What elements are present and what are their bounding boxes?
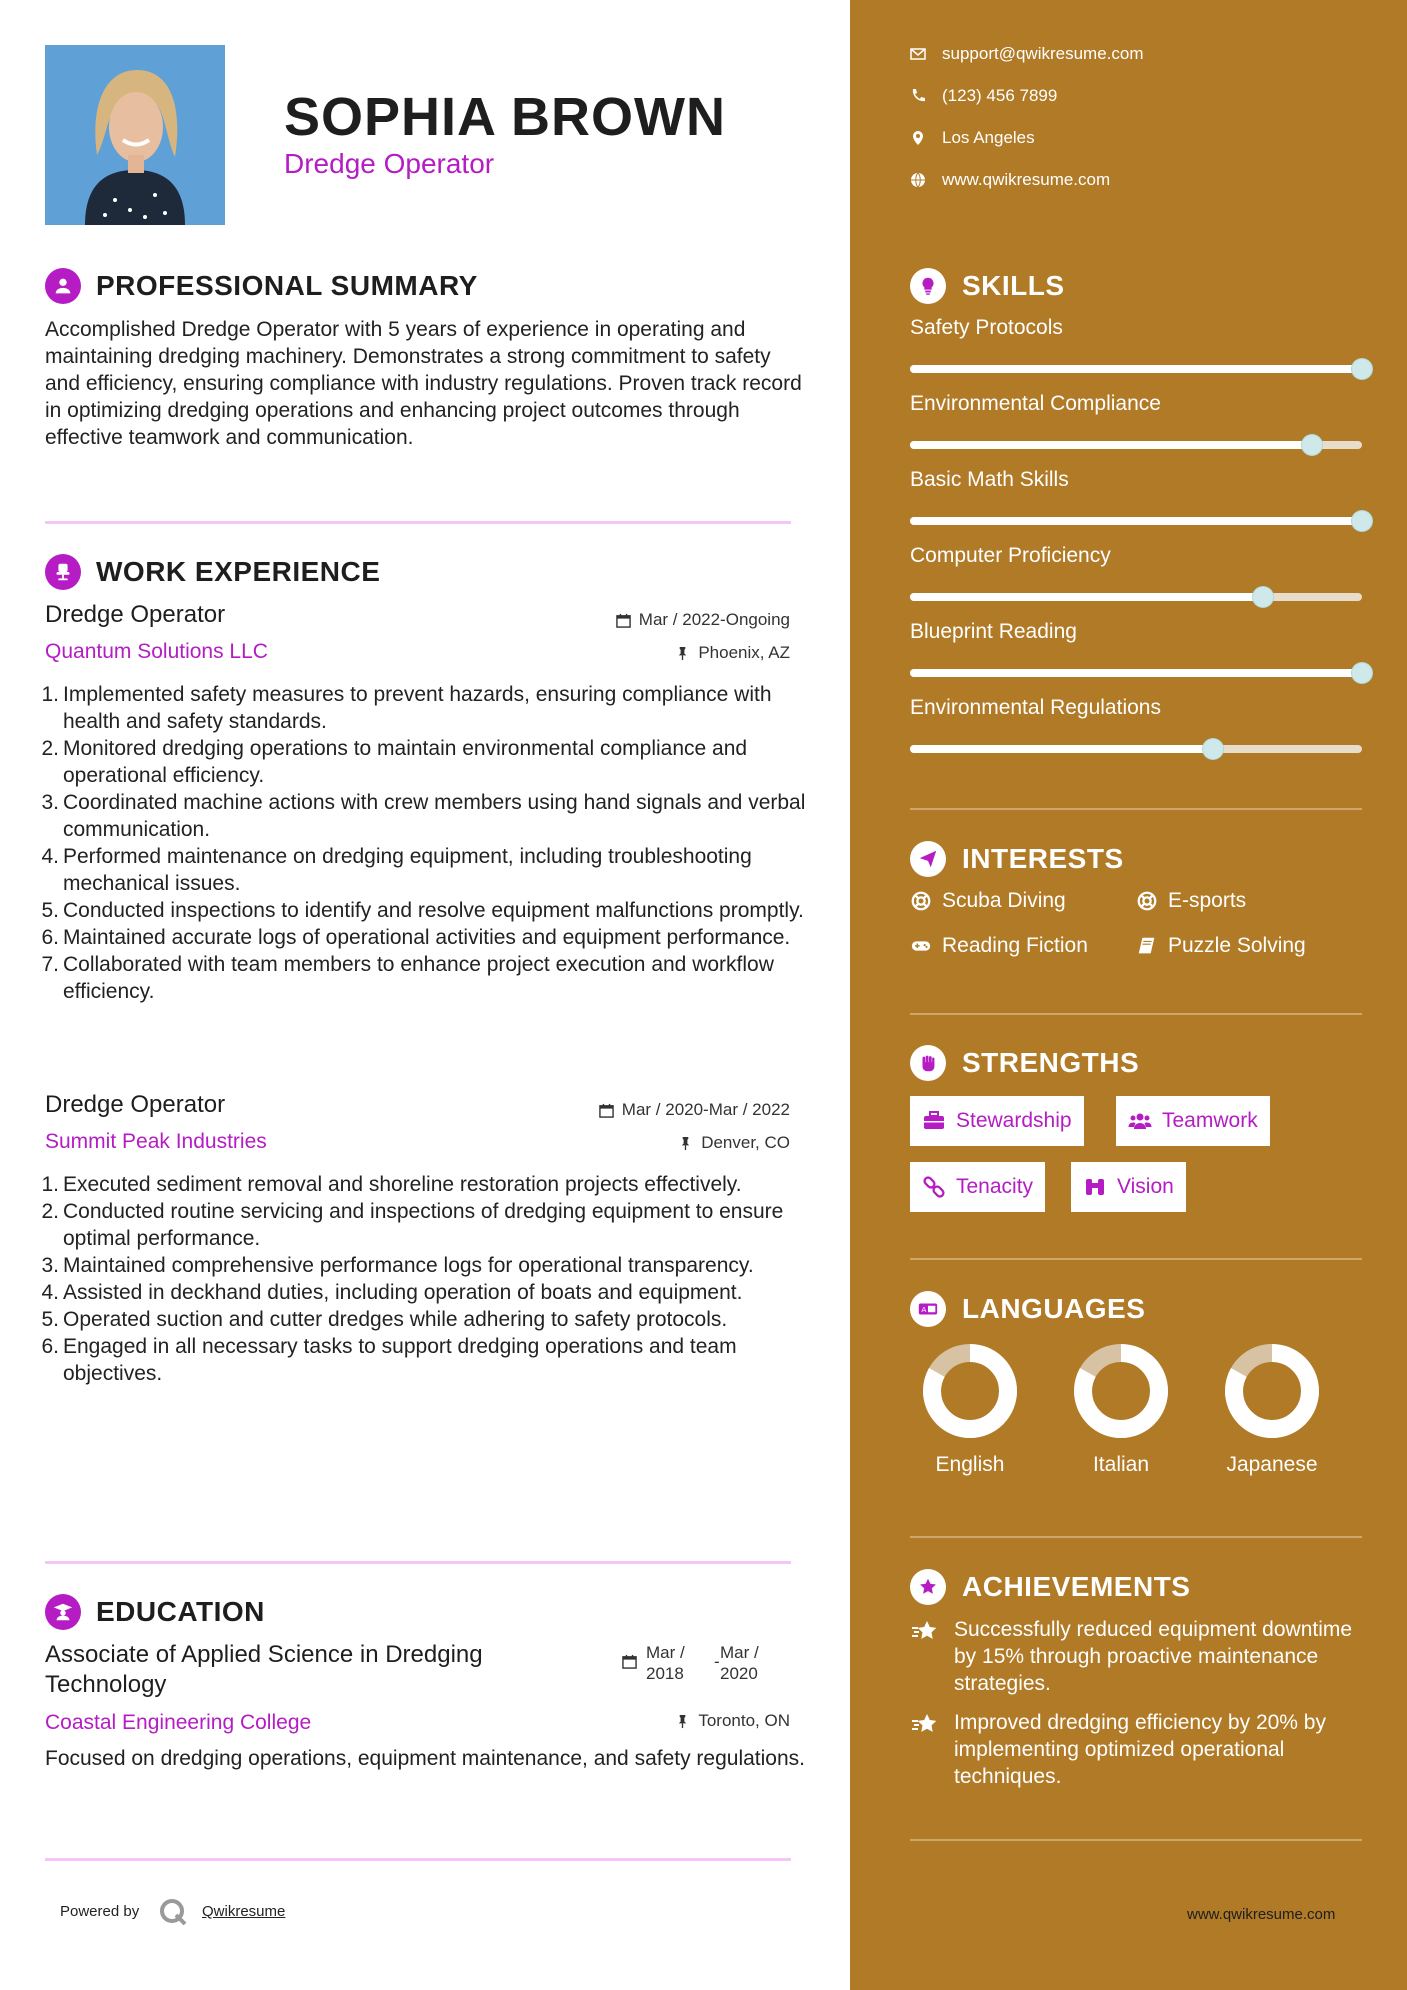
contact-phone-text: (123) 456 7899: [942, 86, 1058, 105]
interests-heading: INTERESTS: [962, 843, 1124, 874]
skill-name: Safety Protocols: [910, 316, 1063, 339]
interest-item: [910, 889, 1066, 913]
skill-name: Environmental Compliance: [910, 392, 1161, 415]
edu-end-year: 2020: [720, 1664, 758, 1683]
contact-email[interactable]: [910, 44, 1144, 64]
summary-text: Accomplished Dredge Operator with 5 years of experience in operating and maintaining dredging machinery. Demonstrates a strong commitment to safety and efficiency, ensuring compliance with industry regulations. Proven track record in optimizing dredging operations and enhancing project outcomes through effective teamwork and communication.: [45, 318, 802, 449]
interest-item: [1136, 934, 1306, 958]
job-location-text: Phoenix, AZ: [698, 643, 790, 662]
interest-label: Reading Fiction: [942, 934, 1088, 957]
skill-name: Blueprint Reading: [910, 620, 1077, 643]
language-name: English: [935, 1453, 1005, 1476]
skill-bar: [910, 745, 1362, 753]
language-ring: [920, 1341, 1020, 1441]
edu-location: [675, 1711, 790, 1731]
skill-bar-fill: [910, 669, 1362, 677]
languages-heading: LANGUAGES: [962, 1293, 1146, 1324]
section-divider: [45, 1858, 791, 1861]
language-name: Italian: [1092, 1453, 1150, 1476]
person-portrait-icon: [45, 45, 225, 225]
skill-bar: [910, 365, 1362, 373]
list-item: 5. Operated suction and cutter dredges while adhering to safety protocols.: [41, 1308, 728, 1331]
pin-icon: [678, 1136, 693, 1151]
phone-icon: [910, 88, 926, 104]
skills-heading: SKILLS: [962, 270, 1065, 301]
skill-level-knob: [1352, 359, 1372, 379]
lightbulb-icon: [910, 268, 946, 304]
translate-icon: [910, 1291, 946, 1327]
job-bullets: [41, 681, 813, 1005]
job-dates-text: Mar / 2022-Ongoing: [638, 610, 790, 629]
job-dates: [616, 610, 790, 630]
contact-phone[interactable]: [910, 86, 1057, 106]
qwikresume-logo-icon: [158, 1897, 188, 1927]
skill-name: Basic Math Skills: [910, 468, 1069, 491]
contact-location-text: Los Angeles: [942, 128, 1035, 147]
binoculars-icon: [1083, 1175, 1107, 1199]
gamepad-icon: [910, 935, 932, 957]
candidate-role: Dredge Operator: [284, 148, 495, 179]
list-item: 6. Engaged in all necessary tasks to support dredging operations and team objectives.: [41, 1335, 737, 1385]
strengths-heading: STRENGTHS: [962, 1047, 1140, 1078]
language-item: [1212, 1341, 1332, 1491]
job-title: Dredge Operator: [45, 1091, 226, 1118]
section-divider: [910, 1839, 1362, 1841]
summary-heading: PROFESSIONAL SUMMARY: [96, 270, 478, 301]
skill-level-knob: [1203, 739, 1223, 759]
job-bullets: [41, 1171, 813, 1387]
company-name: Quantum Solutions LLC: [45, 640, 268, 663]
list-item: 5. Conducted inspections to identify and resolve equipment malfunctions promptly.: [41, 899, 804, 922]
achievement-item: [910, 1709, 1360, 1790]
achievement-text: Improved dredging efficiency by 20% by implementing optimized operational techniques.: [954, 1711, 1326, 1788]
pin-icon: [675, 1714, 690, 1729]
link-icon: [922, 1175, 946, 1199]
skill-bar-fill: [910, 365, 1362, 373]
star-icon: [910, 1616, 940, 1646]
skill-name: Computer Proficiency: [910, 544, 1111, 567]
graduate-icon: [45, 1594, 81, 1630]
skill-bar: [910, 669, 1362, 677]
globe-icon: [910, 172, 926, 188]
skill-name: Environmental Regulations: [910, 696, 1161, 719]
achievement-item: [910, 1616, 1360, 1697]
achievements-heading: ACHIEVEMENTS: [962, 1571, 1191, 1602]
job-location: [675, 643, 790, 663]
skill-bar: [910, 441, 1362, 449]
section-divider: [910, 1258, 1362, 1260]
envelope-icon: [910, 46, 926, 62]
strength-chip: [1116, 1096, 1270, 1146]
achievement-text: Successfully reduced equipment downtime by 15% through proactive maintenance strategies.: [954, 1618, 1353, 1695]
language-item: [1061, 1341, 1181, 1491]
interest-label: Puzzle Solving: [1168, 934, 1306, 957]
job-location-text: Denver, CO: [701, 1133, 790, 1152]
section-divider: [910, 1536, 1362, 1538]
list-item: 3. Coordinated machine actions with crew members using hand signals and verbal communication.: [41, 791, 806, 841]
lifebuoy-icon: [910, 890, 932, 912]
skill-bar-fill: [910, 745, 1213, 753]
candidate-name: SOPHIA BROWN: [284, 87, 726, 147]
job-title: Dredge Operator: [45, 601, 226, 628]
briefcase-icon: [922, 1109, 946, 1133]
sidebar: [850, 0, 1407, 1990]
calendar-icon: [622, 1654, 637, 1669]
section-divider: [45, 521, 791, 524]
contact-website[interactable]: [910, 170, 1110, 190]
skill-level-knob: [1352, 663, 1372, 683]
job-dates: [599, 1100, 790, 1120]
strength-label: Tenacity: [956, 1175, 1034, 1198]
strength-label: Stewardship: [956, 1109, 1072, 1132]
star-badge-icon: [910, 1569, 946, 1605]
date-separator: -: [714, 1652, 720, 1671]
skill-bar-fill: [910, 517, 1362, 525]
language-ring: [1071, 1341, 1171, 1441]
interest-label: E-sports: [1168, 889, 1247, 912]
company-name: Summit Peak Industries: [45, 1130, 267, 1153]
map-marker-icon: [910, 130, 926, 146]
edu-start-month: Mar /: [646, 1643, 685, 1662]
interest-item: [1136, 889, 1246, 913]
school-name: Coastal Engineering College: [45, 1711, 312, 1734]
skill-level-knob: [1302, 435, 1322, 455]
skill-bar: [910, 517, 1362, 525]
list-item: 1. Implemented safety measures to prevent hazards, ensuring compliance with health and safety standards.: [41, 683, 772, 733]
lifebuoy-icon: [1136, 890, 1158, 912]
strength-chip: [1071, 1162, 1186, 1212]
language-ring: [1222, 1341, 1322, 1441]
list-item: 6. Maintained accurate logs of operational activities and equipment performance.: [41, 926, 791, 949]
list-item: 2. Conducted routine servicing and inspections of dredging equipment to ensure optimal performance.: [41, 1200, 784, 1250]
powered-by-label: Powered by: [60, 1903, 140, 1920]
user-icon: [45, 268, 81, 304]
strength-label: Teamwork: [1162, 1109, 1258, 1132]
users-icon: [1128, 1109, 1152, 1133]
list-item: 1. Executed sediment removal and shoreline restoration projects effectively.: [41, 1173, 742, 1196]
section-divider: [45, 1561, 791, 1564]
strength-label: Vision: [1117, 1175, 1174, 1198]
job-dates-text: Mar / 2020-Mar / 2022: [621, 1100, 790, 1119]
svg-text:A: A: [921, 1305, 927, 1315]
skill-level-knob: [1352, 511, 1372, 531]
degree-title-cont: Technology: [45, 1671, 167, 1698]
skill-level-knob: [1253, 587, 1273, 607]
skill-bar-fill: [910, 441, 1312, 449]
paper-plane-icon: [910, 841, 946, 877]
strength-chip: [910, 1162, 1045, 1212]
list-item: 3. Maintained comprehensive performance logs for operational transparency.: [41, 1254, 754, 1277]
experience-heading: WORK EXPERIENCE: [96, 556, 381, 587]
contact-website-text: www.qwikresume.com: [942, 170, 1111, 189]
calendar-icon: [599, 1103, 614, 1118]
education-heading: EDUCATION: [96, 1596, 265, 1627]
language-name: Japanese: [1226, 1453, 1318, 1476]
strength-chip: [910, 1096, 1084, 1146]
edu-end-month: Mar /: [720, 1643, 759, 1662]
book-icon: [1136, 935, 1158, 957]
section-divider: [910, 808, 1362, 810]
section-divider: [910, 1013, 1362, 1015]
contact-location: [910, 128, 1035, 148]
star-icon: [910, 1709, 940, 1739]
pin-icon: [675, 646, 690, 661]
skill-bar-fill: [910, 593, 1263, 601]
list-item: 4. Performed maintenance on dredging equipment, including troubleshooting mechanical issues.: [41, 845, 752, 895]
footer-website[interactable]: www.qwikresume.com: [1187, 1906, 1336, 1923]
edu-start-year: 2018: [646, 1664, 684, 1683]
list-item: 7. Collaborated with team members to enhance project execution and workflow efficiency.: [41, 953, 774, 1003]
profile-photo: [45, 45, 225, 225]
degree-title: Associate of Applied Science in Dredging: [45, 1641, 483, 1668]
contact-email-text: support@qwikresume.com: [942, 44, 1144, 63]
skill-bar: [910, 593, 1362, 601]
education-description: Focused on dredging operations, equipment maintenance, and safety regulations.: [45, 1747, 805, 1770]
list-item: 4. Assisted in deckhand duties, including operation of boats and equipment.: [41, 1281, 743, 1304]
qwikresume-link[interactable]: Qwikresume: [202, 1903, 286, 1920]
calendar-icon: [616, 613, 631, 628]
interest-item: [910, 934, 1088, 958]
chair-icon: [45, 554, 81, 590]
edu-location-text: Toronto, ON: [698, 1711, 790, 1730]
job-location: [678, 1133, 790, 1153]
language-item: [910, 1341, 1030, 1491]
list-item: 2. Monitored dredging operations to maintain environmental compliance and operational efficiency.: [41, 737, 748, 787]
interest-label: Scuba Diving: [942, 889, 1066, 912]
fist-icon: [910, 1045, 946, 1081]
